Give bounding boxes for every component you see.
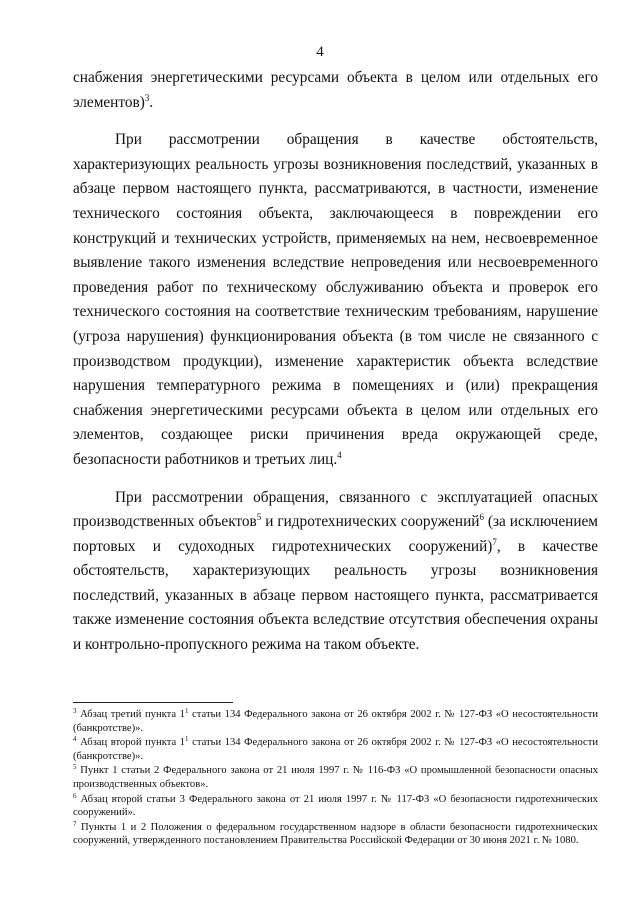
- footnote: [73, 708, 598, 735]
- paragraph-text-part: , в качестве обстоятельств, характеризующих реальность угрозы возникновения последствий, указанных в абзаце первом настоящего пункта, рассматривается также изменение состояния объекта вследствие отсутствия обеспечения охраны и контрольно-пропускного режима на таком объекте.: [73, 537, 598, 654]
- paragraph-text-part: При рассмотрении обращения, связанного с эксплуатацией опасных производственных объектов: [73, 488, 598, 531]
- footnote-sup: 1: [185, 735, 189, 744]
- paragraph-text-part: и гидротехнических сооружений: [261, 513, 480, 531]
- footnote-number: 4: [73, 735, 77, 744]
- page-number: 4: [316, 44, 324, 60]
- paragraph-technical-state: [73, 128, 598, 472]
- footnote-separator: [73, 702, 233, 703]
- footnote: [73, 736, 598, 763]
- paragraph-hazardous-objects: [73, 486, 598, 658]
- footnote-ref: 7: [492, 536, 497, 547]
- footnote: [73, 821, 598, 848]
- paragraph-text: При рассмотрении обращения в качестве обстоятельств, характеризующих реальность угрозы возникновения последствий, указанных в абзаце первом настоящего пункта, рассматриваются, в частности, изменение технического состояния объекта, заключающееся в повреждении его конструкций и технических устройств, применяемых на нем, несвоевременное выявление такого изменения вследствие непроведения или несвоевременного проведения работ по техническому обслуживанию объекта и проверок его технического состояния на соответствие техническим требованиям, нарушение (угроза нарушения) функционирования объекта (в том числе не связанного с производством продукции), изменение характеристик объекта вследствие нарушения температурного режима в помещениях и (или) прекращения снабжения энергетическими ресурсами объекта в целом или отдельных его элементов, создающее риски причинения вреда окружающей среде, безопасности работников и третьих лиц.: [73, 131, 598, 468]
- footnote-text: Абзац второй пункта 1: [80, 737, 186, 749]
- footnote-text: Пункты 1 и 2 Положения о федеральном государственном надзоре в области безопасности гидротехнических сооружений, утвержденного постановлением Правительства Российской Федерации от 30 июня 2021 г. № 1080.: [73, 821, 598, 847]
- paragraph-text: снабжения энергетическими ресурсами объекта в целом или отдельных его элементов): [73, 69, 598, 111]
- footnote-text: Пункт 1 статьи 2 Федерального закона от 21 июля 1997 г. № 116-ФЗ «О промышленной безопасности опасных производственных объектов».: [73, 765, 598, 790]
- footnote-ref: 5: [256, 512, 262, 523]
- footnote-ref: 3: [144, 92, 150, 103]
- footnote-number: 5: [73, 763, 77, 772]
- body-text: [73, 66, 598, 658]
- footnote-number: 6: [73, 791, 77, 800]
- footnotes: [73, 708, 598, 849]
- paragraph-text-part: (за исключением портовых и судоходных гидротехнических сооружений): [73, 513, 598, 555]
- footnote-text: Абзац второй статьи 3 Федерального закона от 21 июля 1997 г. № 117-ФЗ «О безопасности гидротехнических сооружений».: [73, 793, 598, 819]
- footnote-number: 7: [73, 819, 77, 828]
- footnote-number: 3: [73, 707, 77, 715]
- footnote-sup: 1: [184, 707, 189, 715]
- footnote-text: статьи 134 Федерального закона от 26 октября 2002 г. № 127-ФЗ «О несостоятельности (банкротстве)».: [73, 737, 599, 762]
- footnote: [73, 793, 598, 820]
- footnote-text: Абзац третий пункта 1: [80, 709, 185, 720]
- footnote: [73, 764, 598, 791]
- footnote-text: статьи 134 Федерального закона от 26 октября 2002 г. № 127-ФЗ «О несостоятельности (банкротстве)».: [73, 709, 598, 734]
- footnote-ref: 4: [337, 449, 342, 460]
- footnote-ref: 6: [479, 512, 484, 523]
- paragraph-continuation: снабжения энергетическими ресурсами объекта в целом или отдельных его элементов)$^3$.: [73, 69, 598, 111]
